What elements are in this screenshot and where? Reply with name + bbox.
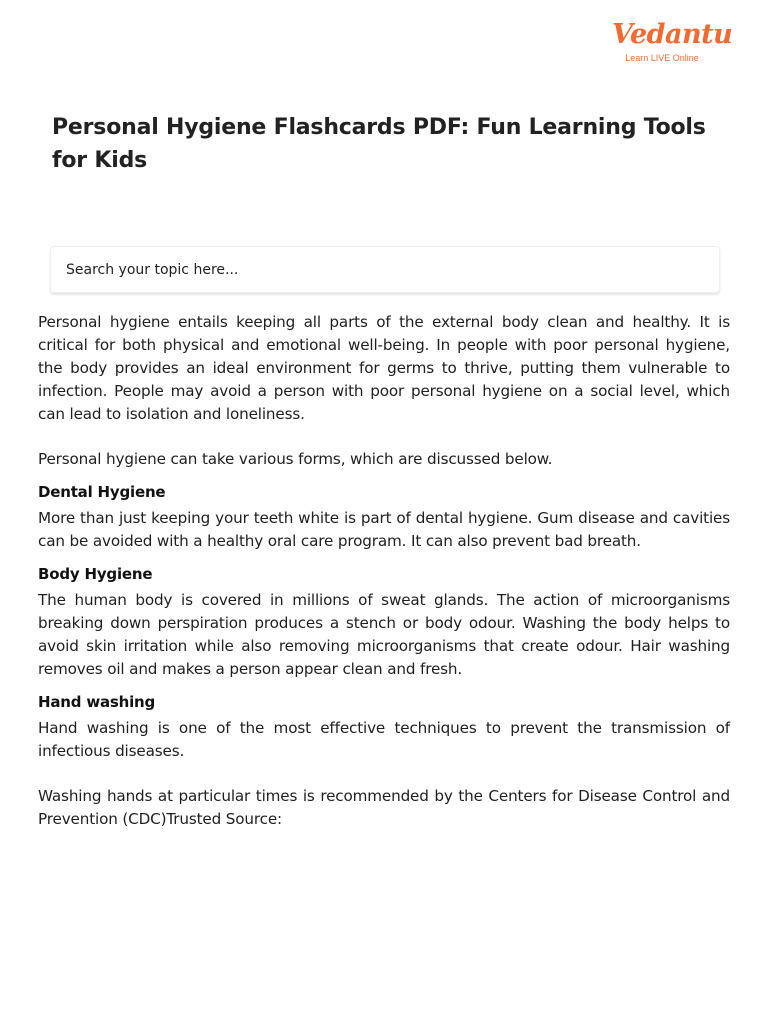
section-paragraph: Hand washing is one of the most effective techniques to prevent the transmission of infectious diseases. xyxy=(38,719,730,760)
section-paragraph: Washing hands at particular times is recommended by the Centers for Disease Control and Prevention (CDC)Trusted Source: xyxy=(38,787,730,828)
section-hand-washing xyxy=(38,691,730,831)
logo-wordmark: Vedantu xyxy=(612,19,733,50)
search-input[interactable] xyxy=(51,247,719,292)
section-heading: Body Hygiene xyxy=(38,565,153,583)
intro-paragraph: Personal hygiene entails keeping all parts of the external body clean and healthy. It is critical for both physical and emotional well-being. In people with poor personal hygiene, the body provides an ideal environment for germs to thrive, putting them vulnerable to infection. People may avoid a person with poor personal hygiene on a social level, which can lead to isolation and loneliness. xyxy=(38,313,730,423)
vedantu-logo[interactable] xyxy=(612,19,733,63)
section-body-hygiene xyxy=(38,563,730,681)
section-paragraph: More than just keeping your teeth white is part of dental hygiene. Gum disease and cavities can be avoided with a healthy oral care program. It can also prevent bad breath. xyxy=(38,509,730,550)
article-body xyxy=(38,311,730,831)
section-heading: Hand washing xyxy=(38,693,156,711)
section-heading: Dental Hygiene xyxy=(38,483,166,501)
page-title: Personal Hygiene Flashcards PDF: Fun Learning Tools for Kids xyxy=(52,115,706,173)
search-box[interactable] xyxy=(50,246,720,293)
section-paragraph: The human body is covered in millions of sweat glands. The action of microorganisms breaking down perspiration produces a stench or body odour. Washing the body helps to avoid skin irritation while also removing microorganisms that create odour. Hair washing removes oil and makes a person appear clean and fresh. xyxy=(38,591,730,678)
forms-intro-paragraph: Personal hygiene can take various forms, which are discussed below. xyxy=(38,450,553,468)
section-dental-hygiene xyxy=(38,481,730,553)
logo-tagline: Learn LIVE Online xyxy=(625,53,699,63)
